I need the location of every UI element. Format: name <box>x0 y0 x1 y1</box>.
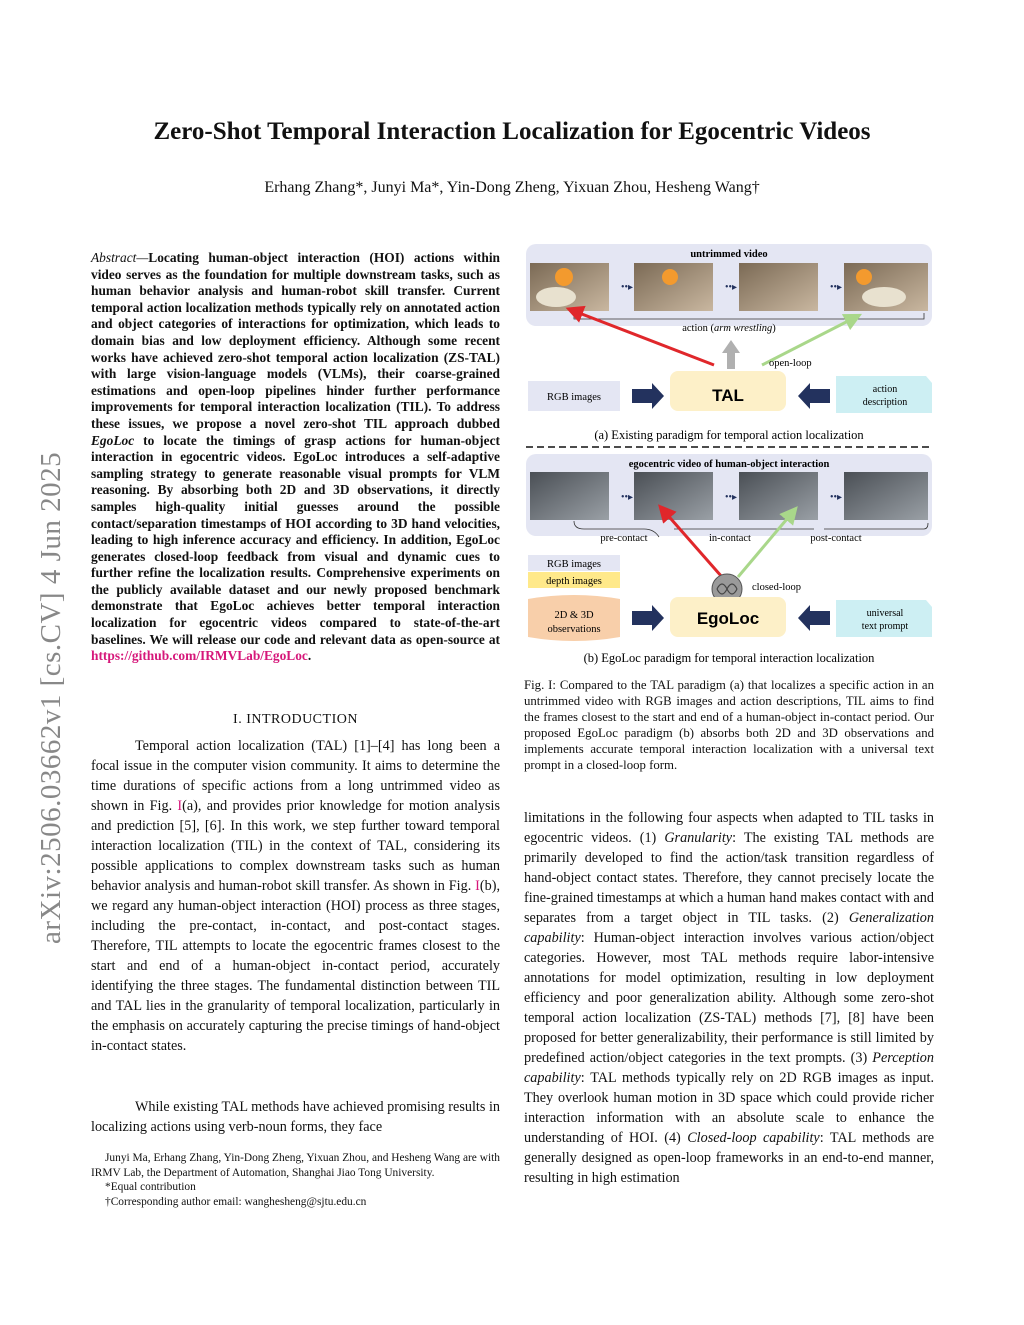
open-loop-label: open-loop <box>769 358 812 369</box>
right-italic-2: Generalization capability <box>524 910 934 946</box>
right-text-4: : TAL methods typically rely on 2D RGB images as input. They overlook human motion in 3D space which could provide richer interaction information with an absolute scale to enhance the understanding of HOI. (4) <box>524 1070 934 1146</box>
video-frame <box>530 472 609 520</box>
video-frame <box>634 472 713 520</box>
abstract-egoloc: EgoLoc <box>91 432 135 448</box>
intro-paragraph-2: While existing TAL methods have achieved promising results in localizing actions using verb-noun forms, they face <box>91 1099 500 1135</box>
pre-contact-label: pre-contact <box>600 533 648 544</box>
ellipsis-arrow-icon: ••▸ <box>621 492 634 503</box>
orange-ball <box>555 268 573 286</box>
universal-prompt-line2: text prompt <box>861 621 909 632</box>
navy-arrow-left <box>798 383 830 409</box>
panel-a-header: untrimmed video <box>690 249 768 260</box>
figure-caption: Fig. I: Compared to the TAL paradigm (a) that localizes a specific action in an untrimmed video with RGB images and action descriptions, TIL aims to find the frames closest to the start and end of a human-object in-contact period. Our proposed EgoLoc paradigm (b) absorbs both 2D and 3D observations and implements accurate temporal interaction localization with a universal text prompt in a closed-loop form. <box>524 678 934 772</box>
cushion <box>862 287 906 307</box>
right-text-5: : TAL methods are generally designed as open-loop frameworks in an end-to-end manner, resulting in high estimation <box>524 1130 934 1186</box>
contact-dot <box>661 508 668 515</box>
figure-ref-link[interactable]: I <box>475 878 480 894</box>
action-description-line1: action <box>872 384 898 395</box>
author-list: Erhang Zhang*, Junyi Ma*, Yin-Dong Zheng, Yixuan Zhou, Hesheng Wang† <box>264 179 760 196</box>
panel-a-caption: (a) Existing paradigm for temporal action localization <box>594 428 864 442</box>
footnotes <box>91 1151 500 1209</box>
observations-line1: 2D & 3D <box>554 610 594 621</box>
rgb-images-label-b: RGB images <box>547 559 601 570</box>
navy-arrow-left-b <box>798 605 830 631</box>
footnote-corresponding: †Corresponding author email: wanghesheng@sjtu.edu.cn <box>105 1195 367 1208</box>
open-loop-arrow <box>722 340 740 369</box>
right-text-3: : Human-object interaction involves various action/object categories. However, most TAL methods require labor-intensive annotations for model optimization, resulting in low deployment efficiency and poor generalization ability. Although some zero-shot temporal action localization (ZS-TAL) methods [7], [8] have been proposed for better generalizability, their performance is still limited by predefined action/object categories in the text prompts. (3) <box>524 930 934 1066</box>
intro-p1-b: (a), and provides prior knowledge for motion analysis and prediction [5], [6]. In this work, we step further toward temporal interaction localization (TIL) in the context of TAL, considering its possible applications to complex downstream tasks such as human behavior analysis and human-robot skill transfer. As shown in Fig. <box>91 798 501 894</box>
ellipsis-arrow-icon: ••▸ <box>725 492 738 503</box>
orange-ball <box>662 269 678 285</box>
orange-ball <box>856 269 872 285</box>
right-text-2: : The existing TAL methods are primarily developed to find the action/task transition regardless of hand-object contact states. Therefore, they cannot precisely locate the fine-grained timestamps at which a human hand makes contact with and separates from a target object in TIL tasks. (2) <box>524 830 934 926</box>
abstract-text-2: to locate the timings of grasp actions for human-object interaction in egocentric videos. EgoLoc introduces a self-adaptive sampling strategy to generate reasonable visual prompts for VLM reasoning. By absorbing both 2D and 3D observations, it directly samples high-quality initial guesses around the possible contact/separation timestamps of HOI according to 3D hand velocities, leading to high inference accuracy and efficiency. In addition, EgoLoc generates closed-loop feedback from visual and dynamic cues to further refine the localization results. Comprehensive experiments on the publicly available dataset and our newly proposed benchmark demonstrate that EgoLoc achieves better temporal interaction localization for egocentric videos compared to state-of-the-art baselines. We will release our code and relevant data as open-source at <box>91 432 500 647</box>
panel-b-header: egocentric video of human-object interaction <box>628 459 830 470</box>
right-italic-3: Perception capability <box>524 1050 934 1086</box>
video-frame <box>844 472 928 520</box>
in-contact-label: in-contact <box>709 533 751 544</box>
ellipsis-arrow-icon: ••▸ <box>830 282 843 293</box>
right-column-text <box>524 808 934 1188</box>
code-link[interactable]: https://github.com/IRMVLab/EgoLoc <box>91 648 308 664</box>
arxiv-watermark: arXiv:2506.03662v1 [cs.CV] 4 Jun 2025 <box>35 451 67 944</box>
rgb-images-label-a: RGB images <box>547 392 601 403</box>
abstract-end: . <box>307 648 312 664</box>
intro-p1-a: Temporal action localization (TAL) [1]–[4] has long been a focal issue in the computer vision community. It aims to determine the time durations of specific actions from a long untrimmed video as shown in Fig. <box>91 738 500 814</box>
cushion <box>536 287 576 307</box>
closed-loop-label: closed-loop <box>752 582 801 593</box>
navy-arrow-right-b <box>632 605 664 631</box>
intro-p1-c: (b), we regard any human-object interaction (HOI) process as three stages, including the pre-contact, in-contact, and post-contact stages. Therefore, TIL attempts to locate the egocentric frames closest to the start and end of a human-object in-contact period, accurately identifying the three stages. The fundamental distinction between TIL and TAL lies in the granularity of temporal localization, particularly in the emphasis on accurately capturing the precise timings of hand-object in-contact states. <box>91 878 500 1054</box>
video-frame <box>739 472 818 520</box>
figure-egoloc-paradigm <box>524 243 934 675</box>
ellipsis-arrow-icon: ••▸ <box>725 282 738 293</box>
right-text-1: limitations in the following four aspects when adapted to TIL tasks in egocentric videos. (1) <box>524 810 934 846</box>
ellipsis-arrow-icon: ••▸ <box>830 492 843 503</box>
action-label: action (arm wrestling) <box>682 323 776 334</box>
depth-images-label: depth images <box>546 576 602 587</box>
universal-prompt-line1: universal <box>866 608 904 619</box>
start-dot <box>571 308 578 315</box>
abstract-text-1: Locating human-object interaction (HOI) actions within video serves as the foundation for multiple downstream tasks, such as human behavior analysis and human-robot skill transfer. Current temporal action localization methods typically rely on annotated action and object categories of interactions for optimization, which leads to domain bias and low deployment efficiency. Although some recent works have achieved zero-shot temporal action localization (ZS-TAL) with large vision-language models (VLMs), their coarse-grained estimations and open-loop pipelines hinder further performance improvements for temporal interaction localization (TIL). To address these issues, we propose a novel zero-shot TIL approach dubbed <box>91 250 500 431</box>
intro-paragraph-1 <box>91 736 500 1056</box>
section-heading-introduction: I. INTRODUCTION <box>233 712 358 727</box>
video-frame <box>739 263 818 311</box>
egoloc-label: EgoLoc <box>696 609 760 628</box>
navy-arrow-right <box>632 383 664 409</box>
abstract <box>91 250 500 665</box>
action-description-line2: description <box>862 397 908 408</box>
panel-b-caption: (b) EgoLoc paradigm for temporal interaction localization <box>583 651 875 665</box>
footnote-affiliation: Junyi Ma, Erhang Zhang, Yin-Dong Zheng, Yixuan Zhou, and Hesheng Wang are with IRMV Lab, the Department of Automation, Shanghai Jiao Tong University. <box>91 1152 500 1179</box>
abstract-lead: Abstract— <box>91 250 149 265</box>
post-contact-label: post-contact <box>810 533 862 544</box>
observations-line2: observations <box>547 624 601 635</box>
figure-ref-link[interactable]: I <box>177 798 183 814</box>
right-italic-4: Closed-loop capability <box>687 1130 820 1146</box>
footnote-equal: *Equal contribution <box>105 1181 196 1194</box>
tal-label: TAL <box>712 386 744 405</box>
right-italic-1: Granularity <box>664 830 733 846</box>
ellipsis-arrow-icon: ••▸ <box>621 282 634 293</box>
paper-title: Zero-Shot Temporal Interaction Localization for Egocentric Videos <box>153 118 871 145</box>
